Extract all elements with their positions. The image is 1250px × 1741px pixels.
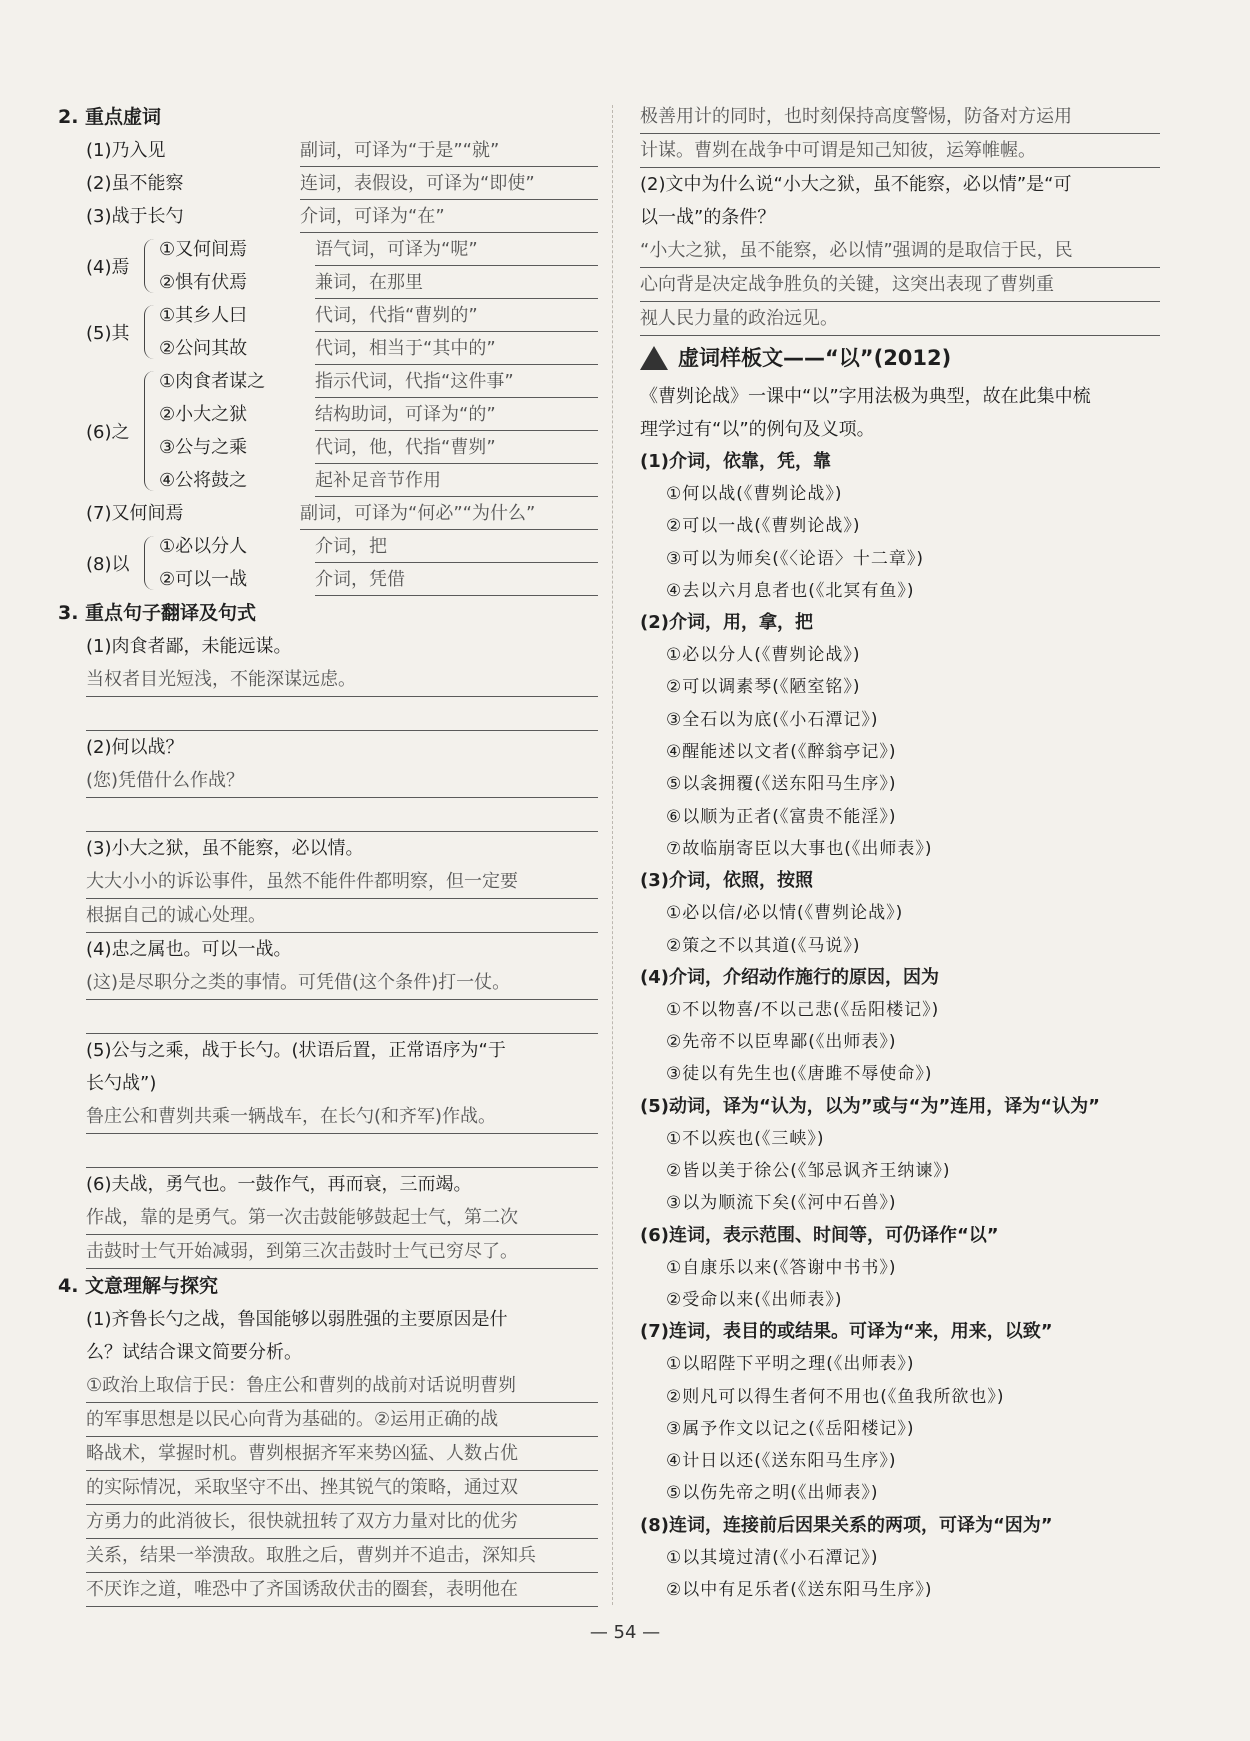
vocab-answer: 结构助词，可译为“的” — [315, 398, 598, 431]
analysis-answer: 不厌诈之道，唯恐中了齐国诱敌伏击的圈套，表明他在 — [86, 1573, 598, 1607]
vocab-question: ②公问其故 — [159, 338, 248, 359]
vocab-answer: 起补足音节作用 — [315, 464, 598, 497]
usage-example: ②以中有足乐者(《送东阳马生序》) — [666, 1580, 933, 1601]
analysis-answer: 视人民力量的政治远见。 — [640, 302, 1160, 336]
intro-text: 《曹刿论战》一课中“以”字用法极为典型，故在此集中梳 — [640, 386, 1091, 407]
vocab-row — [58, 167, 598, 200]
usage-example: ③徒以有先生也(《唐雎不辱使命》) — [666, 1064, 933, 1085]
vocab-row — [159, 530, 598, 563]
vocab-question: ①又何间焉 — [159, 239, 248, 260]
group-label: (5)其 — [86, 323, 130, 344]
usage-example: ①必以信/必以情(《曹刿论战》) — [666, 903, 904, 924]
intro-text: 理学过有“以”的例句及义项。 — [640, 419, 875, 440]
right-column — [640, 100, 1160, 1606]
usage-heading: (8)连词，连接前后因果关系的两项，可译为“因为” — [640, 1514, 1053, 1536]
usage-heading: (4)介词，介绍动作施行的原因，因为 — [640, 966, 939, 988]
usage-example: ②可以调素琴(《陋室铭》) — [666, 677, 861, 698]
analysis-answer: 的军事思想是以民心向背为基础的。②运用正确的战 — [86, 1403, 598, 1437]
usage-example: ④醒能述以文者(《醉翁亭记》) — [666, 742, 897, 763]
vocab-question: (2)虽不能察 — [86, 173, 184, 194]
analysis-answer: 的实际情况，采取坚守不出、挫其锐气的策略，通过双 — [86, 1471, 598, 1505]
vocab-question: ②可以一战 — [159, 569, 248, 590]
group-label: (8)以 — [86, 554, 130, 575]
usage-example: ③可以为师矣(《〈论语〉十二章》) — [666, 548, 925, 569]
pyramid-icon — [640, 346, 668, 370]
vocab-answer: 连词，表假设，可译为“即使” — [300, 167, 598, 200]
usage-example: ③属予作文以记之(《岳阳楼记》) — [666, 1418, 915, 1439]
vocab-row — [58, 200, 598, 233]
vocab-row — [58, 134, 598, 167]
vocab-row — [159, 332, 598, 365]
page-number: — 54 — — [589, 1622, 661, 1643]
usage-example: ①必以分人(《曹刿论战》) — [666, 645, 861, 666]
brace — [144, 536, 159, 590]
model-text-title-label: 虚词样板文——“以”(2012) — [678, 346, 952, 370]
translation-answer: 根据自己的诚心处理。 — [86, 899, 598, 933]
vocab-question: (3)战于长勺 — [86, 206, 184, 227]
answer-blank-line — [86, 1000, 598, 1034]
vocab-question: ④公将鼓之 — [159, 470, 248, 491]
usage-heading: (1)介词，依靠，凭，靠 — [640, 451, 831, 472]
usage-example: ①不以疾也(《三峡》) — [666, 1128, 825, 1149]
usage-heading: (2)介词，用，拿，把 — [640, 612, 813, 634]
translation-answer: (这)是尽职分之类的事情。可凭借(这个条件)打一仗。 — [86, 966, 598, 1000]
translation-question: (4)忠之属也。可以一战。 — [86, 939, 292, 960]
analysis-answer: 计谋。曹刿在战争中可谓是知己知彼，运筹帷幄。 — [640, 134, 1160, 168]
vocab-row — [58, 497, 598, 530]
model-text-title — [640, 336, 1160, 380]
brace — [144, 239, 159, 293]
analysis-answer: 心向背是决定战争胜负的关键，这突出表现了曹刿重 — [640, 268, 1160, 302]
vocab-row — [159, 464, 598, 497]
analysis-answer: “小大之狱，虽不能察，必以情”强调的是取信于民，民 — [640, 234, 1160, 268]
translation-question: (2)何以战？ — [86, 737, 184, 758]
vocab-row — [159, 365, 598, 398]
vocab-answer: 副词，可译为“何必”“为什么” — [300, 497, 598, 530]
vocab-row — [159, 299, 598, 332]
vocab-answer: 指示代词，代指“这件事” — [315, 365, 598, 398]
analysis-answer: 关系，结果一举溃敌。取胜之后，曹刿并不追击，深知兵 — [86, 1539, 598, 1573]
usage-example: ①何以战(《曹刿论战》) — [666, 484, 843, 504]
vocab-answer: 兼词，在那里 — [315, 266, 598, 299]
vocab-answer: 语气词，可译为“呢” — [315, 233, 598, 266]
usage-example: ②受命以来(《出师表》) — [666, 1289, 843, 1310]
usage-heading: (5)动词，译为“认为，以为”或与“为”连用，译为“认为” — [640, 1095, 1100, 1117]
vocab-answer: 介词，可译为“在” — [300, 200, 598, 233]
translation-question: (5)公与之乘，战于长勺。(状语后置，正常语序为“于 — [86, 1040, 506, 1061]
analysis-answer: 略战术，掌握时机。曹刿根据齐军来势凶猛、人数占优 — [86, 1437, 598, 1471]
usage-example: ②策之不以其道(《马说》) — [666, 935, 861, 956]
section-title: 4. 文意理解与探究 — [58, 1275, 219, 1297]
translation-answer: 大大小小的诉讼事件，虽然不能件件都明察，但一定要 — [86, 865, 598, 899]
usage-example: ②则凡可以得生者何不用也(《鱼我所欲也》) — [666, 1386, 1005, 1407]
translation-question: (3)小大之狱，虽不能察，必以情。 — [86, 838, 364, 859]
answer-blank-line — [86, 1134, 598, 1168]
vocab-question: ①其乡人曰 — [159, 305, 248, 326]
answer-blank-line — [86, 798, 598, 832]
usage-example: ①不以物喜/不以己悲(《岳阳楼记》) — [666, 999, 940, 1020]
usage-groups — [640, 446, 1160, 1606]
usage-example: ③以为顺流下矣(《河中石兽》) — [666, 1193, 897, 1214]
brace — [144, 305, 159, 359]
vocab-answer: 代词，代指“曹刿的” — [315, 299, 598, 332]
vocab-question: ②惧有伏焉 — [159, 272, 248, 293]
usage-example: ②可以一战(《曹刿论战》) — [666, 516, 861, 537]
section-title: 3. 重点句子翻译及句式 — [58, 602, 257, 624]
translation-question: (6)夫战，勇气也。一鼓作气，再而衰，三而竭。 — [86, 1174, 472, 1195]
translation-answer: (您)凭借什么作战？ — [86, 764, 598, 798]
usage-heading: (7)连词，表目的或结果。可译为“来，用来，以致” — [640, 1321, 1053, 1343]
usage-example: ①以其境过清(《小石潭记》) — [666, 1547, 879, 1568]
column-divider — [612, 105, 613, 1605]
group-label: (4)焉 — [86, 257, 130, 278]
usage-example: ④计日以还(《送东阳马生序》) — [666, 1451, 897, 1472]
vocab-answer: 介词，凭借 — [315, 563, 598, 596]
usage-heading: (6)连词，表示范围、时间等，可仍译作“以” — [640, 1224, 999, 1246]
vocab-group — [58, 530, 598, 596]
vocab-group — [58, 365, 598, 497]
translation-answer: 鲁庄公和曹刿共乘一辆战车，在长勺(和齐军)作战。 — [86, 1100, 598, 1134]
vocab-answer: 介词，把 — [315, 530, 598, 563]
answer-blank-line — [86, 697, 598, 731]
left-column — [58, 100, 598, 1607]
analysis-question: (1)齐鲁长勺之战，鲁国能够以弱胜强的主要原因是什 — [86, 1309, 508, 1330]
vocab-row — [159, 398, 598, 431]
vocab-question: (7)又何间焉 — [86, 503, 184, 524]
usage-example: ③全石以为底(《小石潭记》) — [666, 709, 879, 730]
group-label: (6)之 — [86, 422, 130, 443]
translation-question: (1)肉食者鄙，未能远谋。 — [86, 636, 292, 657]
usage-example: ⑤以伤先帝之明(《出师表》) — [666, 1483, 879, 1504]
vocab-answer: 副词，可译为“于是”“就” — [300, 134, 598, 167]
vocab-question: ①必以分人 — [159, 536, 248, 557]
analysis-question: 以一战”的条件？ — [640, 207, 776, 228]
usage-example: ②皆以美于徐公(《邹忌讽齐王纳谏》) — [666, 1161, 951, 1182]
vocab-question: (1)乃入见 — [86, 140, 166, 161]
vocab-answer: 代词，相当于“其中的” — [315, 332, 598, 365]
analysis-answer: ①政治上取信于民：鲁庄公和曹刿的战前对话说明曹刿 — [86, 1369, 598, 1403]
usage-example: ④去以六月息者也(《北冥有鱼》) — [666, 580, 915, 601]
usage-example: ①自康乐以来(《答谢中书书》) — [666, 1257, 897, 1278]
usage-example: ⑥以顺为正者(《富贵不能淫》) — [666, 806, 897, 827]
vocab-row — [159, 431, 598, 464]
vocab-question: ②小大之狱 — [159, 404, 248, 425]
vocab-row — [159, 563, 598, 596]
usage-example: ⑤以衾拥覆(《送东阳马生序》) — [666, 774, 897, 795]
analysis-answer: 极善用计的同时，也时刻保持高度警惕，防备对方运用 — [640, 100, 1160, 134]
translation-answer: 当权者目光短浅，不能深谋远虑。 — [86, 663, 598, 697]
usage-heading: (3)介词，依照，按照 — [640, 870, 813, 892]
brace — [144, 371, 159, 491]
usage-example: ②先帝不以臣卑鄙(《出师表》) — [666, 1032, 897, 1053]
translation-answer: 击鼓时士气开始减弱，到第三次击鼓时士气已穷尽了。 — [86, 1235, 598, 1269]
vocab-group — [58, 299, 598, 365]
vocab-question: ①肉食者谋之 — [159, 371, 266, 392]
vocab-question: ③公与之乘 — [159, 437, 248, 458]
translation-answer: 作战，靠的是勇气。第一次击鼓能够鼓起士气，第二次 — [86, 1201, 598, 1235]
usage-example: ①以昭陛下平明之理(《出师表》) — [666, 1354, 915, 1375]
vocab-answer: 代词，他，代指“曹刿” — [315, 431, 598, 464]
vocab-group — [58, 233, 598, 299]
vocab-row — [159, 233, 598, 266]
translation-question-cont: 长勺战”) — [86, 1073, 157, 1094]
usage-example: ⑦故临崩寄臣以大事也(《出师表》) — [666, 838, 933, 859]
analysis-question: (2)文中为什么说“小大之狱，虽不能察，必以情”是“可 — [640, 174, 1072, 195]
analysis-question: 么？试结合课文简要分析。 — [86, 1342, 302, 1363]
section-title: 2. 重点虚词 — [58, 106, 162, 128]
analysis-answer: 方勇力的此消彼长，很快就扭转了双方力量对比的优劣 — [86, 1505, 598, 1539]
vocab-row — [159, 266, 598, 299]
